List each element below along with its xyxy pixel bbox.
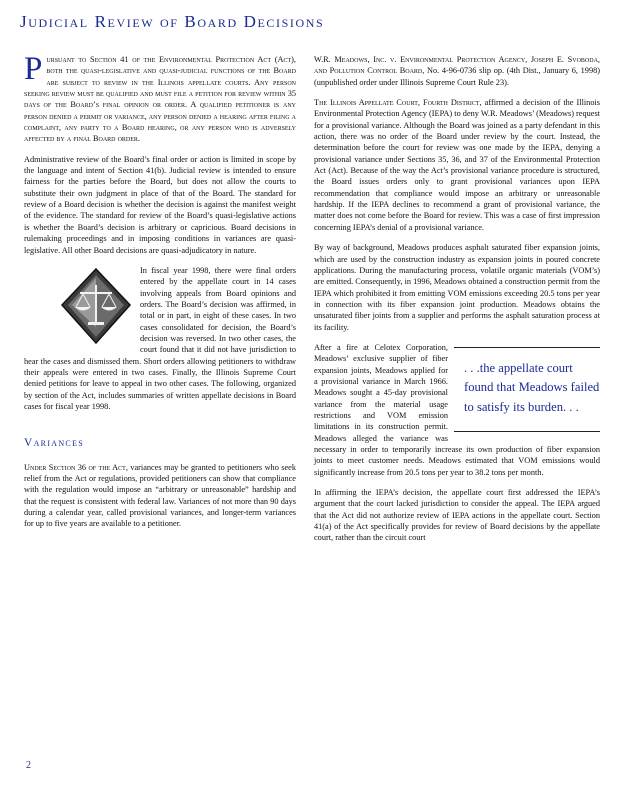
case-citation [314,54,600,88]
left-column [24,51,297,539]
ruling-text: , affirmed a decision of the Illinois Environmental Protection Agency (IEPA) to deny W.R. Meadows’ (Meadows) request for a provisional variance. Although the Board was joined as a party defendant in this action, there was no order of the Board under review by the court. Instead, the determination before the court for review was one made by the IEPA, denying a provisional variance under Sections 35, 36, and 37 of the Environmental Protection Act (Act). Because of the way the Act’s provisional variance procedure is structured, the Board issues orders only to grant provisional variances upon IEPA recommendation that compliance would impose an arbitrary or unreasonable hardship. If the IEPA declines to recommend a grant of provisional variance, the matter does not come before the Board for review. This was a case of first impression concerning IEPA’s denial of a provisional variance. [314,98,601,232]
background-paragraph: By way of background, Meadows produces asphalt saturated fiber expansion joints, which are used by the construction industry as expansion joints in poured concrete applications. During the manufacturing process, volatile organic materials (VOM’s) are emitted. Consequently, in 1996, Meadows obtained a construction permit from the IEPA which prohibited it from emitting VOM emissions exceeding 20.5 tons per year in connection with its fiber expansion joint production. Meadows obtains the unsaturated fiber joints from a supplier and performs the asphalt saturation process at its facility. [314,243,600,332]
citation-text: , No. 4-96-0736 slip op. (4th Dist., January 6, 1998) (unpublished order under Illinois Supreme Court Rule 23). [314,66,601,87]
affirming-paragraph: In affirming the IEPA’s decision, the appellate court first addressed the IEPA’s argument that the court lacked jurisdiction to consider the appeal. The IEPA argued that the Act did not authorize review of IEPA actions in the appellate court. Section 41(a) of the Act specifically provides for review of Board decisions by the appellate court, rather than the circuit court [314,488,600,543]
variances-lead: Under Section 36 of the Act [24,462,126,472]
intro-paragraph [24,51,296,145]
intro-text: ursuant to Section 41 of the Environmental Protection Act (Act), both the quasi-legislative and quasi-judicial functions of the Board are subject to review in the Illinois appellate courts. Any person seeking review must be qualified and must file a petition for review within 35 days of the Board’s final opinion or order. A qualified petitioner is any person denied a permit or variance, any person denied a hearing after filing a complaint, any party to a Board hearing, or any person who is adversely affected by a final Board order. [24,55,296,144]
page-number: 2 [26,760,31,771]
scope-paragraph: Administrative review of the Board’s final order or action is limited in scope by the language and intent of Section 41(b). Judicial review is intended to ensure fairness for the parties before the Board, but does not allow the courts to substitute their own judgment in place of that of the Board. The standard for review of a Board decision is whether the decision is against the manifest weight of the evidence. The standard for review of the Board’s quasi-legislative actions is whether the Board’s decision is arbitrary or capricious. Board decisions in rulemaking proceedings and in imposing conditions in variances are quasi-legislative. All other Board decisions are quasi-adjudicatory in nature. [24,154,296,255]
scales-of-justice-emblem-icon [60,267,132,345]
court-lead: The Illinois Appellate Court, Fourth District [314,98,480,108]
drop-cap: P [24,51,43,87]
variances-paragraph [24,462,296,530]
right-column [314,54,600,553]
appellate-ruling-paragraph [314,97,600,233]
variances-text: , variances may be granted to petitioners who seek relief from the Act or regulations, provided petitioners can show that compliance with the regulation would impose an “arbitrary or unreasonable” hardship and that the request is consistent with federal law. Variances of not more than 90 days during a calendar year, called provisional variances, and longer-term variances for up to five years are available to a petitioner. [24,462,297,529]
variances-subhead: Variances [24,437,85,450]
fiscal-year-paragraph: In fiscal year 1998, there were final orders entered by the appellate court in 14 cases involving appeals from Board opinions and orders. The Board’s decision was affirmed, in total or in part, in eight of these cases. In two cases consolidated for decision, the Board’s decision was reversed. In two other cases, the court found that it did not have jurisdiction to hear the cases and dismissed them. Short orders allowing petitioners to withdraw their appeals were entered in two cases. Finally, the Illinois Supreme Court denied petitions for leave to appeal in two other cases. The following, organized by section of the Act, includes summaries of written appellate decisions in Board cases for fiscal year 1998. [24,265,296,411]
celotex-fire-paragraph: After a fire at Celotex Corporation, Meadows’ exclusive supplier of fiber expansion joints, Meadows applied for a provisional variance in March 1966. Meadows sought a 45-day provisional variance from the material usage restrictions and VOM emission limitations in its construction permit. Meadows alleged the variance was necessary in order to temporarily increase its own production of fiber expansion joints to meet customer needs. Meadows estimated that VOM emissions would significantly increase from 20.5 tons per year to 38.2 tons per month. [314,342,600,477]
case-name: W.R. Meadows, Inc. v. Environmental Protection Agency, Joseph E. Svoboda, and Pollution Control Board [314,55,600,76]
page-title: Judicial Review of Board Decisions [20,12,325,31]
pull-quote: . . .the appellate court found that Meadows failed to satisfy its burden. . . [454,347,600,433]
